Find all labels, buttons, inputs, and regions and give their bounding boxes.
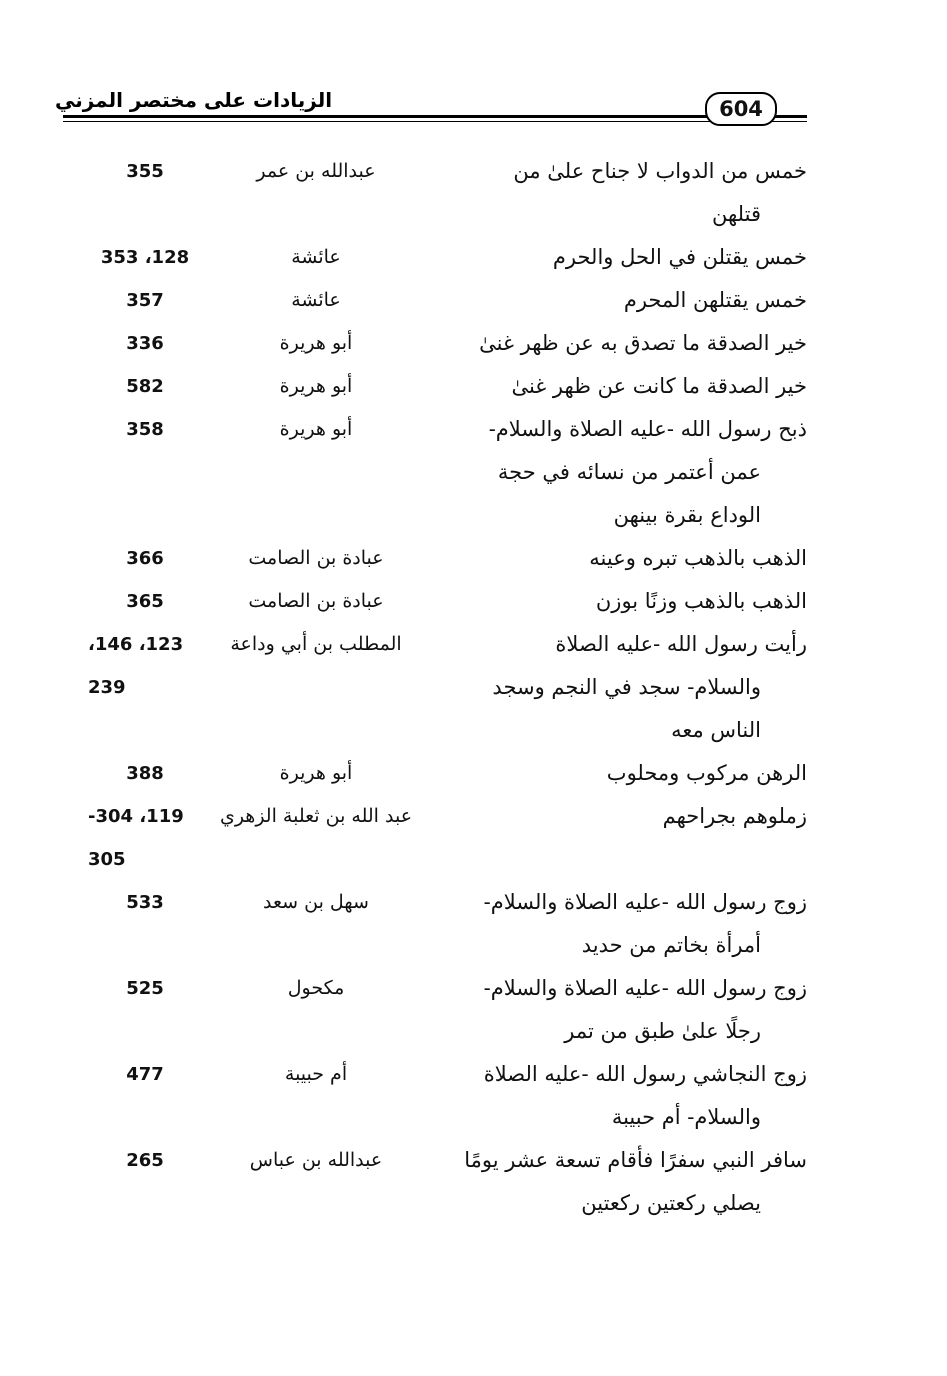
hadith-text-line: عمن أعتمر من نسائه في حجة bbox=[497, 460, 761, 484]
page-reference: 358 bbox=[126, 419, 164, 440]
narrator: عبدالله بن عمر bbox=[256, 160, 376, 182]
hadith-text-line: زوج النجاشي رسول الله -عليه الصلاة bbox=[483, 1062, 807, 1086]
page-references bbox=[70, 537, 220, 580]
page-reference: 119، 304- bbox=[88, 806, 184, 827]
page-references bbox=[70, 408, 220, 451]
hadith-text bbox=[435, 236, 807, 279]
page-references bbox=[70, 365, 220, 408]
hadith-text-line: الرهن مركوب ومحلوب bbox=[606, 761, 807, 785]
narrator: أبو هريرة bbox=[279, 418, 353, 440]
narrator: أبو هريرة bbox=[279, 762, 353, 784]
page-reference: 355 bbox=[126, 161, 164, 182]
hadith-text-line: يصلي ركعتين ركعتين bbox=[581, 1191, 761, 1215]
page-references bbox=[70, 752, 220, 795]
hadith-text-line: الناس معه bbox=[671, 718, 761, 742]
narrator: أبو هريرة bbox=[279, 375, 353, 397]
page-reference: 123، 146، bbox=[88, 634, 184, 655]
hadith-text-line: أمرأة بخاتم من حديد bbox=[581, 933, 761, 957]
hadith-text bbox=[435, 150, 807, 236]
hadith-text-line: خير الصدقة ما تصدق به عن ظهر غنىٰ bbox=[479, 331, 807, 355]
hadith-text bbox=[435, 623, 807, 752]
narrator: عبادة بن الصامت bbox=[248, 547, 384, 569]
hadith-text bbox=[435, 881, 807, 967]
page-references bbox=[88, 623, 238, 709]
hadith-text bbox=[435, 322, 807, 365]
narrator: عائشة bbox=[291, 289, 341, 311]
hadith-text-line: زملوهم بجراحهم bbox=[662, 804, 807, 828]
hadith-text-line: الوداع بقرة بينهن bbox=[613, 503, 761, 527]
header-rule-thick bbox=[63, 115, 807, 118]
page-references bbox=[70, 236, 220, 279]
page-reference: 305 bbox=[88, 849, 126, 870]
hadith-text-line: رجلًا علىٰ طبق من تمر bbox=[564, 1019, 761, 1043]
hadith-text-line: قتلهن bbox=[712, 202, 761, 226]
hadith-text-line: زوج رسول الله -عليه الصلاة والسلام- bbox=[483, 976, 807, 1000]
hadith-text bbox=[435, 1139, 807, 1225]
narrator: عبد الله بن ثعلبة الزهري bbox=[219, 805, 413, 827]
page-reference: 357 bbox=[126, 290, 164, 311]
hadith-text-line: الذهب بالذهب وزنًا بوزن bbox=[595, 589, 807, 613]
page-references bbox=[70, 1053, 220, 1096]
hadith-text-line: ذبح رسول الله -عليه الصلاة والسلام- bbox=[488, 417, 807, 441]
page-references bbox=[70, 580, 220, 623]
hadith-text bbox=[435, 279, 807, 322]
page-reference: 128، 353 bbox=[100, 247, 190, 268]
hadith-text-line: خمس يقتلن في الحل والحرم bbox=[552, 245, 807, 269]
hadith-text bbox=[435, 1053, 807, 1139]
page-references bbox=[70, 150, 220, 193]
page-references bbox=[70, 967, 220, 1010]
book-title: الزيادات على مختصر المزني bbox=[55, 88, 333, 112]
hadith-text-line: زوج رسول الله -عليه الصلاة والسلام- bbox=[483, 890, 807, 914]
narrator: عائشة bbox=[291, 246, 341, 268]
page-reference: 265 bbox=[126, 1150, 164, 1171]
hadith-text bbox=[435, 752, 807, 795]
page-reference: 477 bbox=[126, 1064, 164, 1085]
hadith-text bbox=[435, 365, 807, 408]
page-reference: 239 bbox=[88, 677, 126, 698]
page-reference: 365 bbox=[126, 591, 164, 612]
page-references bbox=[70, 322, 220, 365]
narrator: مكحول bbox=[287, 977, 345, 999]
hadith-text bbox=[435, 537, 807, 580]
hadith-text-line: رأيت رسول الله -عليه الصلاة bbox=[555, 632, 807, 656]
page-references bbox=[70, 881, 220, 924]
hadith-text-line: الذهب بالذهب تبره وعينه bbox=[589, 546, 807, 570]
page-reference: 366 bbox=[126, 548, 164, 569]
page-references bbox=[88, 795, 238, 881]
hadith-text bbox=[435, 795, 807, 838]
narrator: عبادة بن الصامت bbox=[248, 590, 384, 612]
page-references bbox=[70, 279, 220, 322]
header-rule-thin bbox=[63, 121, 807, 122]
narrator: أبو هريرة bbox=[279, 332, 353, 354]
hadith-text-line: سافر النبي سفرًا فأقام تسعة عشر يومًا bbox=[464, 1148, 807, 1172]
hadith-text bbox=[435, 580, 807, 623]
page-reference: 525 bbox=[126, 978, 164, 999]
page-reference: 533 bbox=[126, 892, 164, 913]
hadith-text-line: خير الصدقة ما كانت عن ظهر غنىٰ bbox=[511, 374, 807, 398]
page-references bbox=[70, 1139, 220, 1182]
page-number: 604 bbox=[705, 92, 777, 126]
page-reference: 582 bbox=[126, 376, 164, 397]
hadith-text-line: والسلام- أم حبيبة bbox=[611, 1105, 761, 1129]
hadith-text-line: والسلام- سجد في النجم وسجد bbox=[492, 675, 761, 699]
page-reference: 388 bbox=[126, 763, 164, 784]
hadith-text bbox=[435, 967, 807, 1053]
hadith-text bbox=[435, 408, 807, 537]
page-reference: 336 bbox=[126, 333, 164, 354]
narrator: أم حبيبة bbox=[284, 1063, 348, 1085]
hadith-text-line: خمس يقتلهن المحرم bbox=[623, 288, 807, 312]
page-header bbox=[55, 82, 807, 130]
hadith-text-line: خمس من الدواب لا جناح علىٰ من bbox=[513, 159, 807, 183]
narrator: المطلب بن أبي وداعة bbox=[230, 633, 402, 655]
narrator: سهل بن سعد bbox=[263, 891, 369, 913]
narrator: عبدالله بن عباس bbox=[249, 1149, 383, 1171]
